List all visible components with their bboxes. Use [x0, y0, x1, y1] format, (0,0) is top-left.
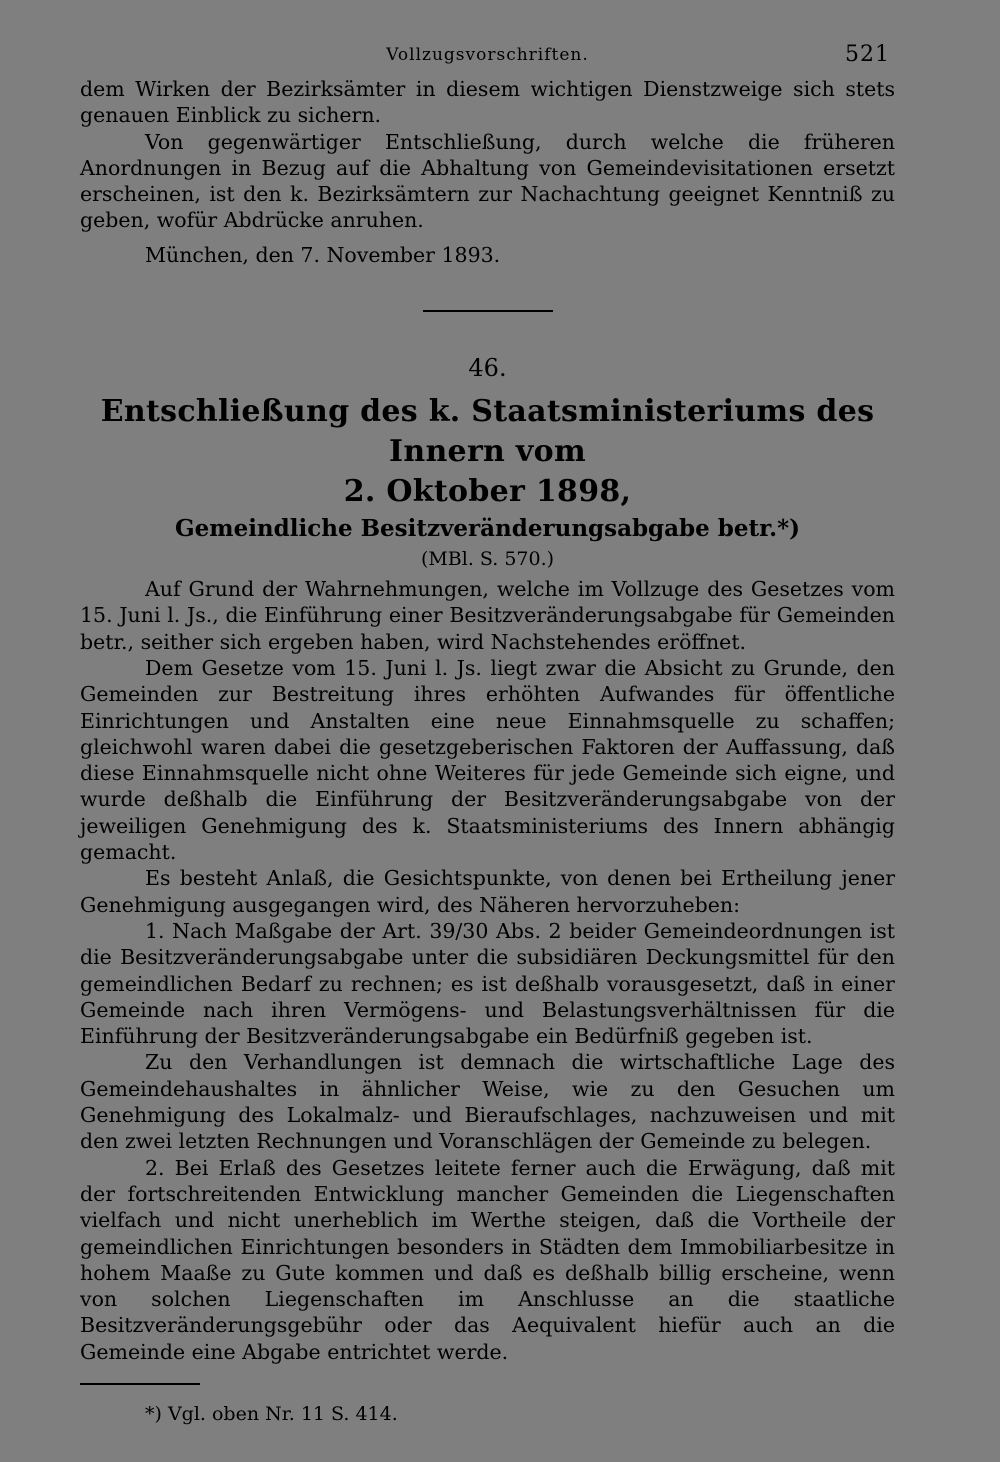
numbered-item-1: 1. Nach Maßgabe der Art. 39/30 Abs. 2 beider Gemeindeordnungen ist die Besitzveränderungsabgabe unter die subsidiären Deckungsmittel für den gemeindlichen Bedarf zu rechnen; es ist deßhalb vorausgesetzt, daß in einer Gemeinde nach ihren Vermögens- und Belastungsverhältnissen für die Einführung der Besitzveränderungsabgabe ein Bedürfniß gegeben ist. — [80, 918, 895, 1049]
intro-paragraph: Von gegenwärtiger Entschließung, durch welche die früheren Anordnungen in Bezug auf die Abhaltung von Gemeindevisitationen ersetzt erscheinen, ist den k. Bezirksämtern zur Nachachtung geeignet Kenntniß zu geben, wofür Abdrücke anruhen. — [80, 129, 895, 233]
book-page — [80, 40, 895, 1427]
body-paragraph: Dem Gesetze vom 15. Juni l. Js. liegt zwar die Absicht zu Grunde, den Gemeinden zur Bestreitung ihres erhöhten Aufwandes für öffentliche Einrichtungen und Anstalten eine neue Einnahmsquelle zu schaffen; gleichwohl waren dabei die gesetzgeberischen Faktoren der Auffassung, daß diese Einnahmsquelle nicht ohne Weiteres für jede Gemeinde sich eigne, und wurde deßhalb die Einführung der Besitzveränderungsabgabe von der jeweiligen Genehmigung des k. Staatsministeriums des Innern abhängig gemacht. — [80, 655, 895, 865]
page-number: 521 — [845, 42, 890, 67]
document-number: 46. — [468, 354, 507, 383]
intro-paragraph-continuation: dem Wirken der Bezirksämter in diesem wichtigen Dienstzweige sich stets genauen Einblick zu sichern. — [80, 77, 895, 128]
body-paragraph: Es besteht Anlaß, die Gesichtspunkte, von denen bei Ertheilung jener Genehmigung ausgegangen wird, des Näheren hervorzuheben: — [80, 866, 895, 917]
document-title-line-1: Entschließung des k. Staatsministeriums des Innern vom — [100, 394, 875, 470]
running-title: Vollzugsvorschriften. — [386, 45, 589, 65]
document-source: (MBl. S. 570.) — [420, 548, 555, 571]
body-paragraph: Zu den Verhandlungen ist demnach die wirtschaftliche Lage des Gemeindehaushaltes in ähnlicher Weise, wie zu den Gesuchen um Genehmigung des Lokalmalz- und Bieraufschlages, nachzuweisen und mit den zwei letzten Rechnungen und Voranschlägen der Gemeinde zu belegen. — [80, 1050, 895, 1154]
section-divider — [423, 310, 553, 312]
footnote-divider — [80, 1383, 200, 1385]
footnote: *) Vgl. oben Nr. 11 S. 414. — [145, 1402, 398, 1425]
numbered-item-2: 2. Bei Erlaß des Gesetzes leitete ferner auch die Erwägung, daß mit der fortschreitenden Entwicklung mancher Gemeinden die Liegenschaften vielfach und nicht unerheblich im Werthe steigen, daß die Vortheile der gemeindlichen Einrichtungen besonders in Städten dem Immobiliarbesitze in hohem Maaße zu Gute kommen und daß es deßhalb billig erscheine, wenn von solchen Liegenschaften im Anschlusse an die staatliche Besitzveränderungsgebühr oder das Aequivalent hiefür auch an die Gemeinde eine Abgabe entrichtet werde. — [80, 1155, 895, 1364]
running-header — [80, 40, 895, 70]
document-title-line-2: 2. Oktober 1898, — [343, 474, 632, 510]
body-paragraph: Auf Grund der Wahrnehmungen, welche im Vollzuge des Gesetzes vom 15. Juni l. Js., die Einführung einer Besitzveränderungsabgabe für Gemeinden betr., seither sich ergeben haben, wird Nachstehendes eröffnet. — [80, 577, 895, 654]
date-line: München, den 7. November 1893. — [145, 242, 501, 267]
document-subtitle: Gemeindliche Besitzveränderungsabgabe betr.*) — [174, 515, 801, 543]
document-title — [80, 392, 895, 512]
